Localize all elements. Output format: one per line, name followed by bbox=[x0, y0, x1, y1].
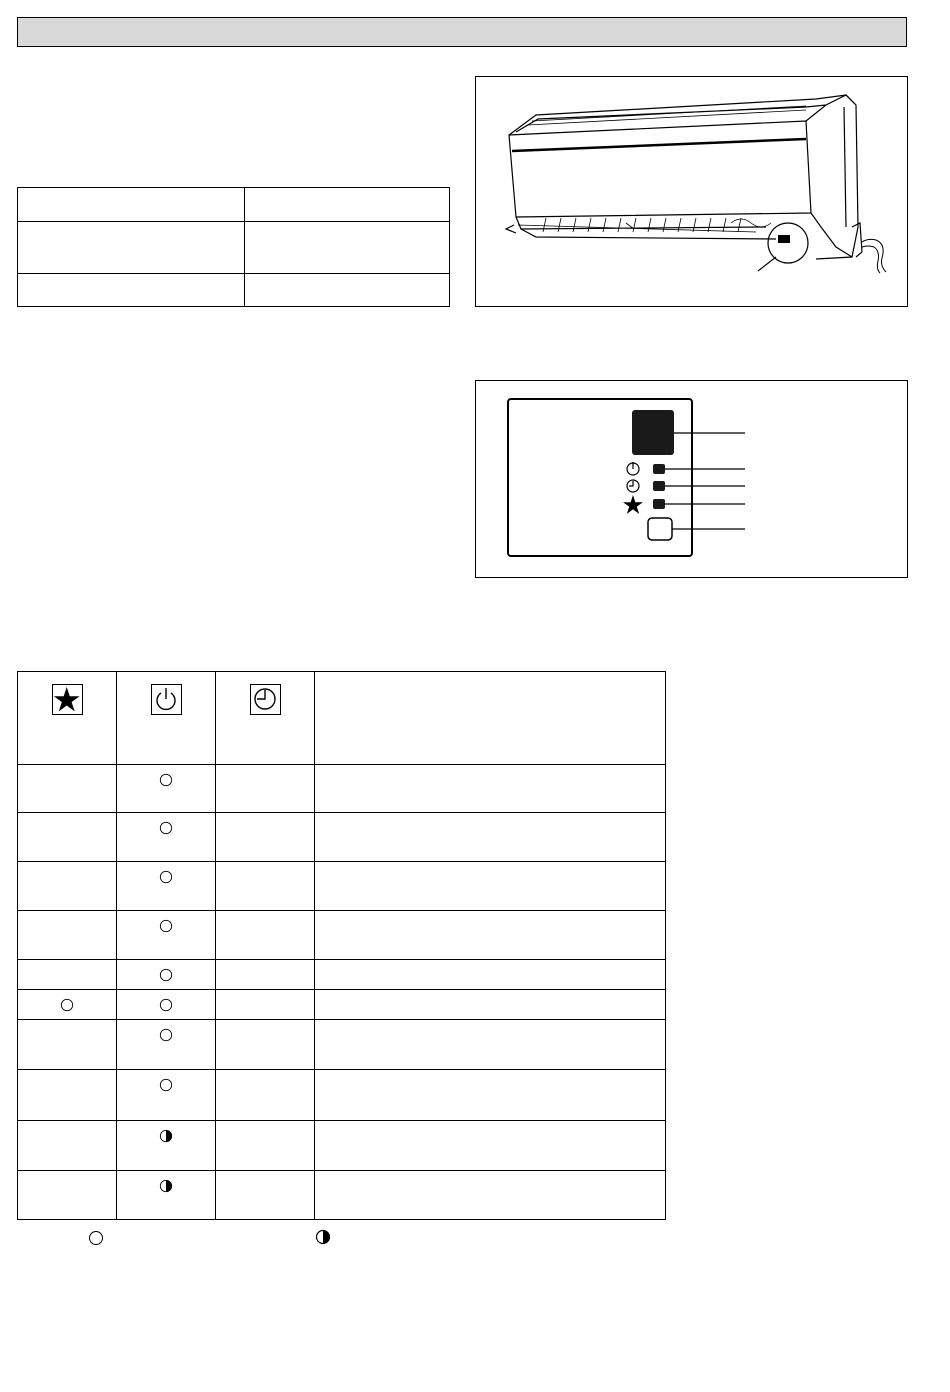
lamp-description bbox=[315, 1121, 666, 1171]
lamp-on-icon bbox=[159, 773, 173, 787]
table-header-row bbox=[18, 672, 666, 765]
lamp-on-icon bbox=[159, 1078, 173, 1092]
table-row bbox=[18, 1121, 666, 1171]
timer-icon bbox=[250, 684, 281, 715]
operation-icon bbox=[627, 462, 639, 475]
lamp-window-icon bbox=[778, 235, 790, 243]
table-cell bbox=[245, 274, 450, 307]
table-row bbox=[18, 813, 666, 862]
star-icon bbox=[52, 684, 83, 715]
operation-lamp bbox=[653, 464, 665, 474]
power-lamp-cell bbox=[117, 862, 216, 911]
lamp-description bbox=[315, 990, 666, 1020]
section-header-bar bbox=[17, 17, 907, 47]
power-lamp-cell bbox=[117, 1121, 216, 1171]
table-row bbox=[18, 222, 450, 274]
timer-icon bbox=[627, 480, 639, 492]
table-row bbox=[18, 1070, 666, 1121]
table-cell bbox=[18, 274, 245, 307]
lamp-on-icon bbox=[159, 1028, 173, 1042]
power-column-header bbox=[117, 672, 216, 765]
spec-table bbox=[17, 187, 450, 307]
lamp-on-icon bbox=[159, 870, 173, 884]
timer-lamp-cell bbox=[216, 862, 315, 911]
lamp-description bbox=[315, 1070, 666, 1121]
lamp-blink-icon bbox=[159, 1179, 173, 1193]
description-column-header bbox=[315, 672, 666, 765]
power-lamp-cell bbox=[117, 765, 216, 813]
emergency-switch bbox=[648, 518, 672, 540]
timer-lamp-cell bbox=[216, 813, 315, 862]
star-lamp-cell bbox=[18, 1020, 117, 1070]
timer-lamp-cell bbox=[216, 911, 315, 960]
lamp-description bbox=[315, 960, 666, 990]
timer-lamp bbox=[653, 481, 665, 491]
lamp-description bbox=[315, 1020, 666, 1070]
lamp-description bbox=[315, 813, 666, 862]
power-lamp-cell bbox=[117, 813, 216, 862]
indicator-panel-drawing bbox=[475, 380, 906, 576]
star-lamp-cell bbox=[18, 1171, 117, 1220]
table-row bbox=[18, 960, 666, 990]
timer-lamp-cell bbox=[216, 990, 315, 1020]
timer-lamp-cell bbox=[216, 960, 315, 990]
star-lamp-cell bbox=[18, 813, 117, 862]
table-row bbox=[18, 1171, 666, 1220]
power-lamp-cell bbox=[117, 960, 216, 990]
lamp-on-icon bbox=[159, 998, 173, 1012]
table-cell bbox=[245, 188, 450, 222]
star-lamp-cell bbox=[18, 1121, 117, 1171]
table-row bbox=[18, 990, 666, 1020]
timer-lamp-cell bbox=[216, 1121, 315, 1171]
table-row bbox=[18, 862, 666, 911]
table-row bbox=[18, 188, 450, 222]
lamp-on-icon bbox=[60, 998, 74, 1012]
receiver-window-icon bbox=[632, 410, 674, 455]
star-lamp bbox=[653, 499, 665, 509]
power-lamp-cell bbox=[117, 990, 216, 1020]
lamp-on-icon bbox=[159, 968, 173, 982]
star-lamp-cell bbox=[18, 990, 117, 1020]
table-row bbox=[18, 765, 666, 813]
star-lamp-cell bbox=[18, 765, 117, 813]
star-lamp-cell bbox=[18, 960, 117, 990]
blink-symbol-icon bbox=[315, 1229, 331, 1245]
indoor-unit-figure bbox=[475, 76, 908, 307]
star-column-header bbox=[18, 672, 117, 765]
lamp-status-table bbox=[17, 671, 666, 1220]
timer-lamp-cell bbox=[216, 1171, 315, 1220]
timer-lamp-cell bbox=[216, 1070, 315, 1121]
table-cell bbox=[18, 222, 245, 274]
star-icon bbox=[623, 495, 643, 514]
table-cell bbox=[245, 222, 450, 274]
power-lamp-cell bbox=[117, 911, 216, 960]
table-cell bbox=[18, 188, 245, 222]
lamp-on-icon bbox=[159, 919, 173, 933]
star-lamp-cell bbox=[18, 1070, 117, 1121]
table-row bbox=[18, 274, 450, 307]
lamp-on-icon bbox=[159, 821, 173, 835]
lamp-description bbox=[315, 911, 666, 960]
table-row bbox=[18, 1020, 666, 1070]
star-lamp-cell bbox=[18, 911, 117, 960]
timer-lamp-cell bbox=[216, 765, 315, 813]
lamp-description bbox=[315, 765, 666, 813]
air-conditioner-illustration bbox=[476, 77, 907, 306]
lamp-description bbox=[315, 1171, 666, 1220]
power-lamp-cell bbox=[117, 1020, 216, 1070]
star-lamp-cell bbox=[18, 862, 117, 911]
power-lamp-cell bbox=[117, 1171, 216, 1220]
power-icon bbox=[151, 684, 182, 715]
power-lamp-cell bbox=[117, 1070, 216, 1121]
lamp-blink-icon bbox=[159, 1129, 173, 1143]
leader-lines bbox=[665, 433, 745, 529]
lamp-description bbox=[315, 862, 666, 911]
lit-symbol-icon bbox=[88, 1230, 104, 1246]
timer-lamp-cell bbox=[216, 1020, 315, 1070]
table-row bbox=[18, 911, 666, 960]
timer-column-header bbox=[216, 672, 315, 765]
